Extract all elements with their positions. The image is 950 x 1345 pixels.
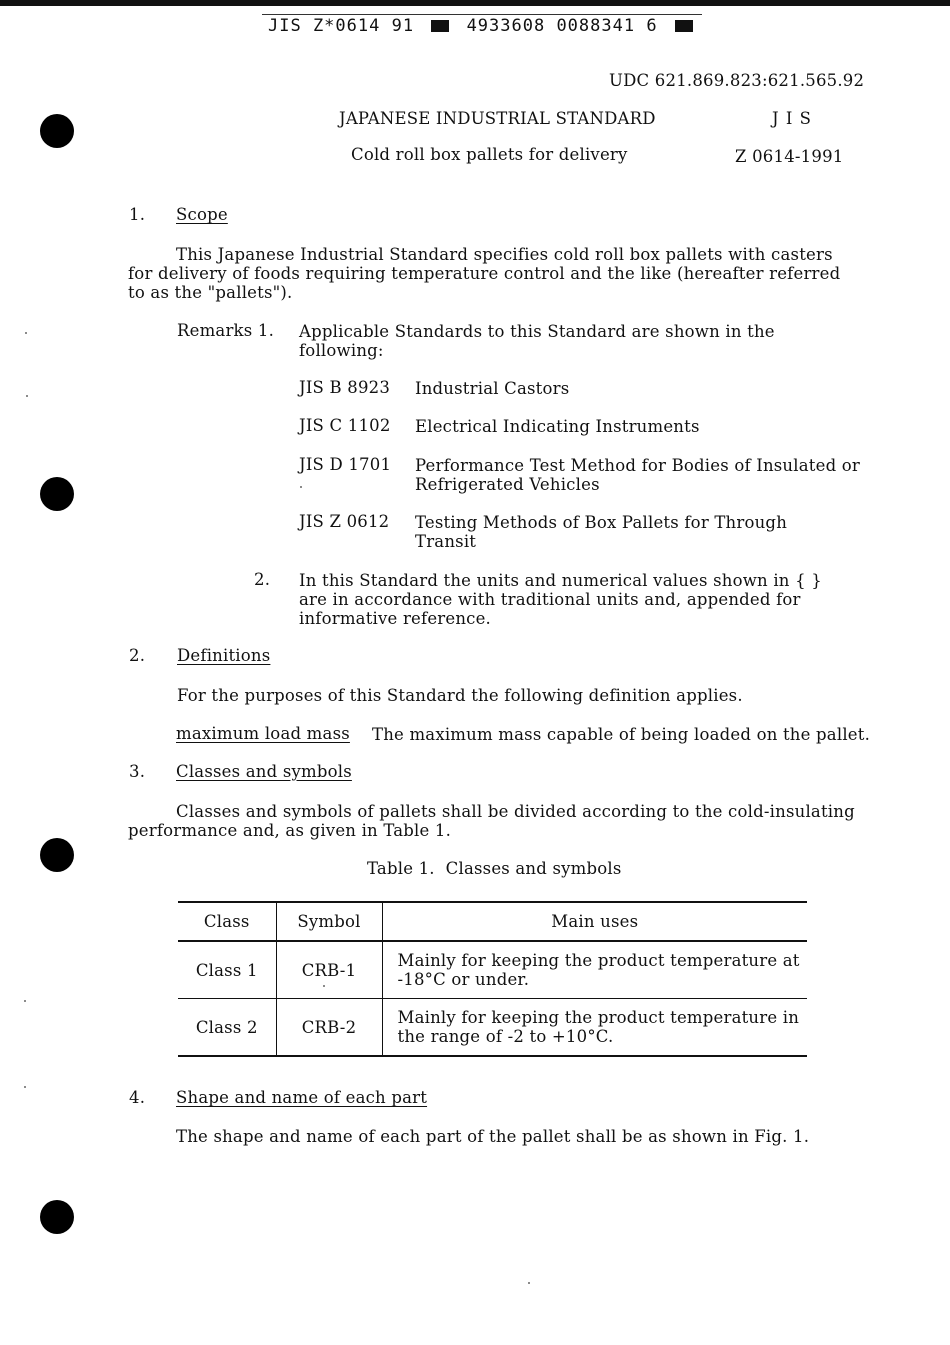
standard-number: Z 0614-1991 [735,147,844,166]
scan-speck [25,332,27,334]
section-2-heading: Definitions [177,646,271,665]
section-2-number: 2. [129,646,146,665]
section-1-number: 1. [129,205,146,224]
standard-org: JAPANESE INDUSTRIAL STANDARD [339,109,656,128]
header-code-right: 4933608 0088341 [466,16,636,36]
jis-label: J I S [772,109,812,128]
section-3-number: 3. [129,762,146,781]
scan-speck [323,985,325,987]
table-header-row [178,902,807,941]
scan-speck [24,1000,26,1002]
table-row [178,941,807,999]
column-header-main-uses: Main uses [382,902,807,941]
remark-1-text: Applicable Standards to this Standard are shown in the following: [299,322,775,360]
symbol-cell: CRB-1 [276,941,382,999]
referenced-standard-title: Industrial Castors [415,379,570,398]
remark-2-number: 2. [254,570,271,589]
section-1-heading: Scope [176,205,228,224]
referenced-standard-title: Electrical Indicating Instruments [415,417,700,436]
column-header-class: Class [203,912,250,931]
scan-speck [26,395,28,397]
punch-hole-icon [40,1200,74,1234]
main-uses-cell: Mainly for keeping the product temperature in the range of -2 to +10°C. [382,999,807,1057]
standard-title: Cold roll box pallets for delivery [351,145,628,164]
symbol-cell: CRB-2 [276,999,382,1057]
header-rule [262,14,702,15]
scan-speck [300,486,302,488]
scope-paragraph: This Japanese Industrial Standard specifies cold roll box pallets with casters for delivery of foods requiring temperature control and the like (hereafter referred to as the "pallets"). [128,245,841,302]
referenced-standard-code: JIS D 1701 [299,455,392,474]
referenced-standard-title: Testing Methods of Box Pallets for Through Transit [415,513,788,551]
punch-hole-icon [40,838,74,872]
section-4-heading: Shape and name of each part [176,1088,428,1107]
table-row [178,999,807,1057]
class-cell: Class 1 [195,960,258,980]
table-caption: Table 1. Classes and symbols [367,859,622,878]
punch-hole-icon [40,114,74,148]
section-4-number: 4. [129,1088,146,1107]
column-header-symbol: Symbol [276,902,382,941]
section-3-heading: Classes and symbols [176,762,352,781]
referenced-standard-title: Performance Test Method for Bodies of Insulated or Refrigerated Vehicles [415,456,861,494]
shape-paragraph: The shape and name of each part of the pallet shall be as shown in Fig. 1. [176,1127,810,1146]
class-cell: Class 2 [195,1017,258,1037]
punch-hole-icon [40,477,74,511]
scan-header-code [268,16,699,36]
defined-term: maximum load mass [176,724,350,743]
scan-top-border [0,0,950,6]
referenced-standard-code: JIS Z 0612 [299,512,390,531]
remark-2-text: In this Standard the units and numerical values shown in { } are in accordance with traditional units and, appended for informative reference. [299,571,822,628]
scan-speck [528,1282,530,1284]
barcode-block-icon [431,20,449,32]
term-definition: The maximum mass capable of being loaded on the pallet. [372,725,871,744]
main-uses-cell: Mainly for keeping the product temperature at -18°C or under. [382,941,807,999]
header-code-suffix: 6 [646,16,658,36]
header-code-left: JIS Z*0614 91 [268,16,415,36]
barcode-block-icon [675,20,693,32]
remarks-label: Remarks 1. [177,321,275,340]
definitions-intro: For the purposes of this Standard the following definition applies. [177,686,743,705]
classes-paragraph: Classes and symbols of pallets shall be divided according to the cold-insulating performance and, as given in Table 1. [128,802,855,840]
scan-speck [24,1086,26,1088]
udc-code: UDC 621.869.823:621.565.92 [609,71,865,90]
classes-table [178,901,807,1057]
referenced-standard-code: JIS C 1102 [299,416,391,435]
referenced-standard-code: JIS B 8923 [299,378,391,397]
